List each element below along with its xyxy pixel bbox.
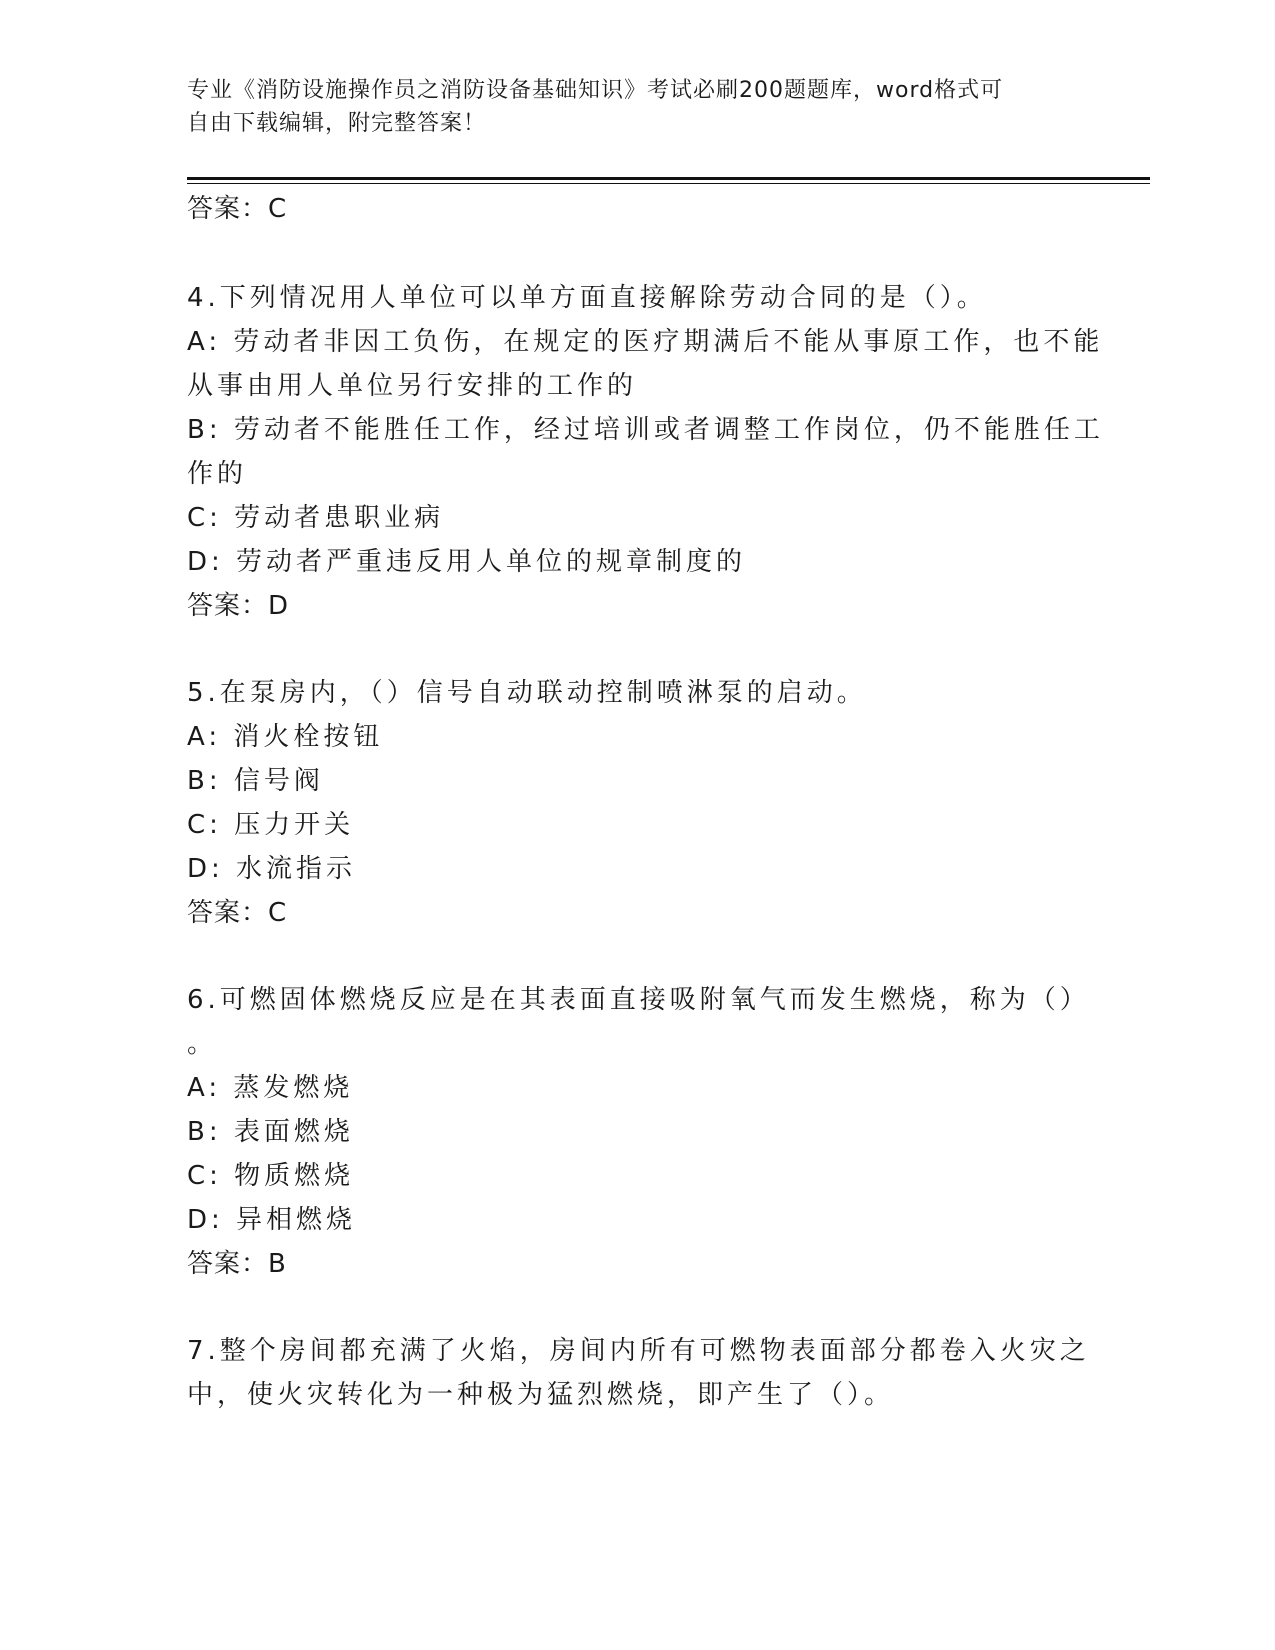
answer-option: D: 水流指示 [187, 854, 357, 884]
answer-option: 从事由用人单位另行安排的工作的 [187, 371, 638, 401]
answer-option: C: 压力开关 [187, 810, 355, 840]
answer-option: C: 劳动者患职业病 [187, 503, 445, 533]
answer-option: C: 物质燃烧 [187, 1161, 355, 1191]
header-line-2: 自由下载编辑，附完整答案！ [187, 111, 487, 136]
answer-option: B: 信号阀 [187, 766, 324, 796]
question-stem: 4.下列情况用人单位可以单方面直接解除劳动合同的是（）。 [187, 283, 987, 313]
answer-key: 答案：D [187, 591, 290, 621]
answer-option: D: 异相燃烧 [187, 1205, 357, 1235]
header-rule-thin [187, 183, 1150, 184]
answer-option: B: 劳动者不能胜任工作，经过培训或者调整工作岗位，仍不能胜任工 [187, 415, 1104, 445]
answer-option: A: 劳动者非因工负伤，在规定的医疗期满后不能从事原工作，也不能 [187, 327, 1104, 357]
header-line-1: 专业《消防设施操作员之消防设备基础知识》考试必刷200题题库，word格式可 [187, 78, 1004, 103]
answer-option: B: 表面燃烧 [187, 1117, 354, 1147]
answer-key: 答案：C [187, 898, 288, 928]
question-stem: 中，使火灾转化为一种极为猛烈燃烧，即产生了（）。 [187, 1380, 895, 1410]
answer-option: A: 消火栓按钮 [187, 722, 384, 752]
question-stem: 6.可燃固体燃烧反应是在其表面直接吸附氧气而发生燃烧，称为（） [187, 985, 1090, 1015]
page-header [187, 74, 1087, 140]
answer-option: A: 蒸发燃烧 [187, 1073, 354, 1103]
question-stem: 。 [187, 1029, 218, 1059]
answer-key: 答案：B [187, 1249, 287, 1279]
previous-answer: 答案：C [187, 194, 288, 224]
question-stem: 5.在泵房内，（）信号自动联动控制喷淋泵的启动。 [187, 678, 867, 708]
answer-option: D: 劳动者严重违反用人单位的规章制度的 [187, 547, 747, 577]
question-stem: 7.整个房间都充满了火焰，房间内所有可燃物表面部分都卷入火灾之 [187, 1336, 1090, 1366]
header-rule-thick [187, 177, 1150, 180]
answer-option: 作的 [187, 459, 248, 489]
